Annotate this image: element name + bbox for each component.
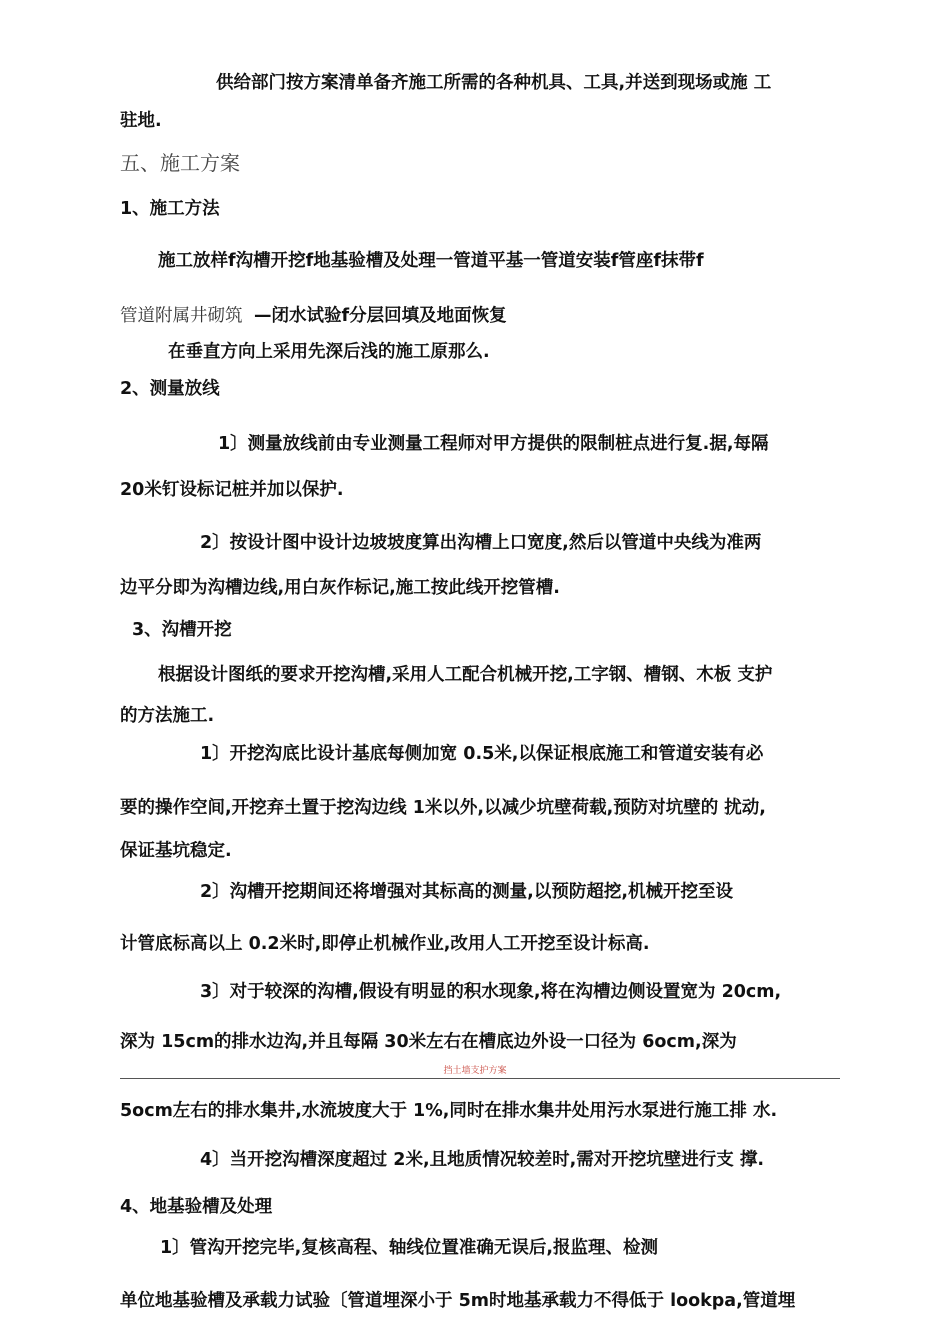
paragraph-line: —闭水试验f分层回填及地面恢复 xyxy=(254,306,507,326)
paragraph-line: 施工放样f沟槽开挖f地基验槽及处理一管道平基一管道安装f管座f抹带f xyxy=(158,251,704,271)
paragraph-line: 20米钉设标记桩并加以保护. xyxy=(120,480,344,500)
subsection-heading: 3、沟槽开挖 xyxy=(132,620,232,640)
paragraph-line: 深为 15cm的排水边沟,并且每隔 30米左右在槽底边外设一口径为 6ocm,深为 xyxy=(120,1032,737,1052)
paragraph-line: 2〕按设计图中设计边坡坡度算出沟槽上口宽度,然后以管道中央线为准两 xyxy=(200,533,762,553)
footer-divider xyxy=(120,1078,840,1079)
subsection-heading: 4、地基验槽及处理 xyxy=(120,1197,273,1217)
paragraph-line: 要的操作空间,开挖弃土置于挖沟边线 1米以外,以减少坑壁荷载,预防对坑壁的 扰动, xyxy=(120,798,766,818)
paragraph-line: 在垂直方向上采用先深后浅的施工原那么. xyxy=(168,342,490,362)
paragraph-line: 2〕沟槽开挖期间还将增强对其标高的测量,以预防超挖,机械开挖至设 xyxy=(200,882,733,902)
paragraph-line: 的方法施工. xyxy=(120,706,215,726)
paragraph-line: 边平分即为沟槽边线,用白灰作标记,施工按此线开挖管槽. xyxy=(120,578,560,598)
paragraph-line: 保证基坑稳定. xyxy=(120,841,232,861)
paragraph-line: 3〕对于较深的沟槽,假设有明显的积水现象,将在沟槽边侧设置宽为 20cm, xyxy=(200,982,782,1002)
paragraph-line: 1〕开挖沟底比设计基底每侧加宽 0.5米,以保证根底施工和管道安装有必 xyxy=(200,744,764,764)
paragraph-line: 根据设计图纸的要求开挖沟槽,采用人工配合机械开挖,工字钢、槽钢、木板 支护 xyxy=(158,665,773,685)
paragraph-line: 单位地基验槽及承载力试验〔管道埋深小于 5m时地基承载力不得低于 lookpa,管道埋 xyxy=(120,1291,796,1311)
section-heading: 五、施工方案 xyxy=(120,151,240,175)
paragraph-line: 计管底标高以上 0.2米时,即停止机械作业,改用人工开挖至设计标高. xyxy=(120,934,650,954)
paragraph-line: 驻地. xyxy=(120,111,162,131)
footer-title: 挡土墙支护方案 xyxy=(443,1066,507,1076)
paragraph-line: 5ocm左右的排水集井,水流坡度大于 1%,同时在排水集井处用污水泵进行施工排 水. xyxy=(120,1101,778,1121)
subsection-heading: 1、施工方法 xyxy=(120,199,220,219)
paragraph-line: 4〕当开挖沟槽深度超过 2米,且地质情况较差时,需对开挖坑壁进行支 撑. xyxy=(200,1150,764,1170)
paragraph-line: 1〕管沟开挖完毕,复核高程、轴线位置准确无误后,报监理、检测 xyxy=(160,1238,658,1258)
paragraph-line: 管道附属井砌筑 xyxy=(120,306,243,326)
paragraph-line: 供给部门按方案清单备齐施工所需的各种机具、工具,并送到现场或施 工 xyxy=(216,73,772,93)
subsection-heading: 2、测量放线 xyxy=(120,379,220,399)
paragraph-line: 1〕测量放线前由专业测量工程师对甲方提供的限制桩点进行复.据,每隔 xyxy=(218,434,769,454)
